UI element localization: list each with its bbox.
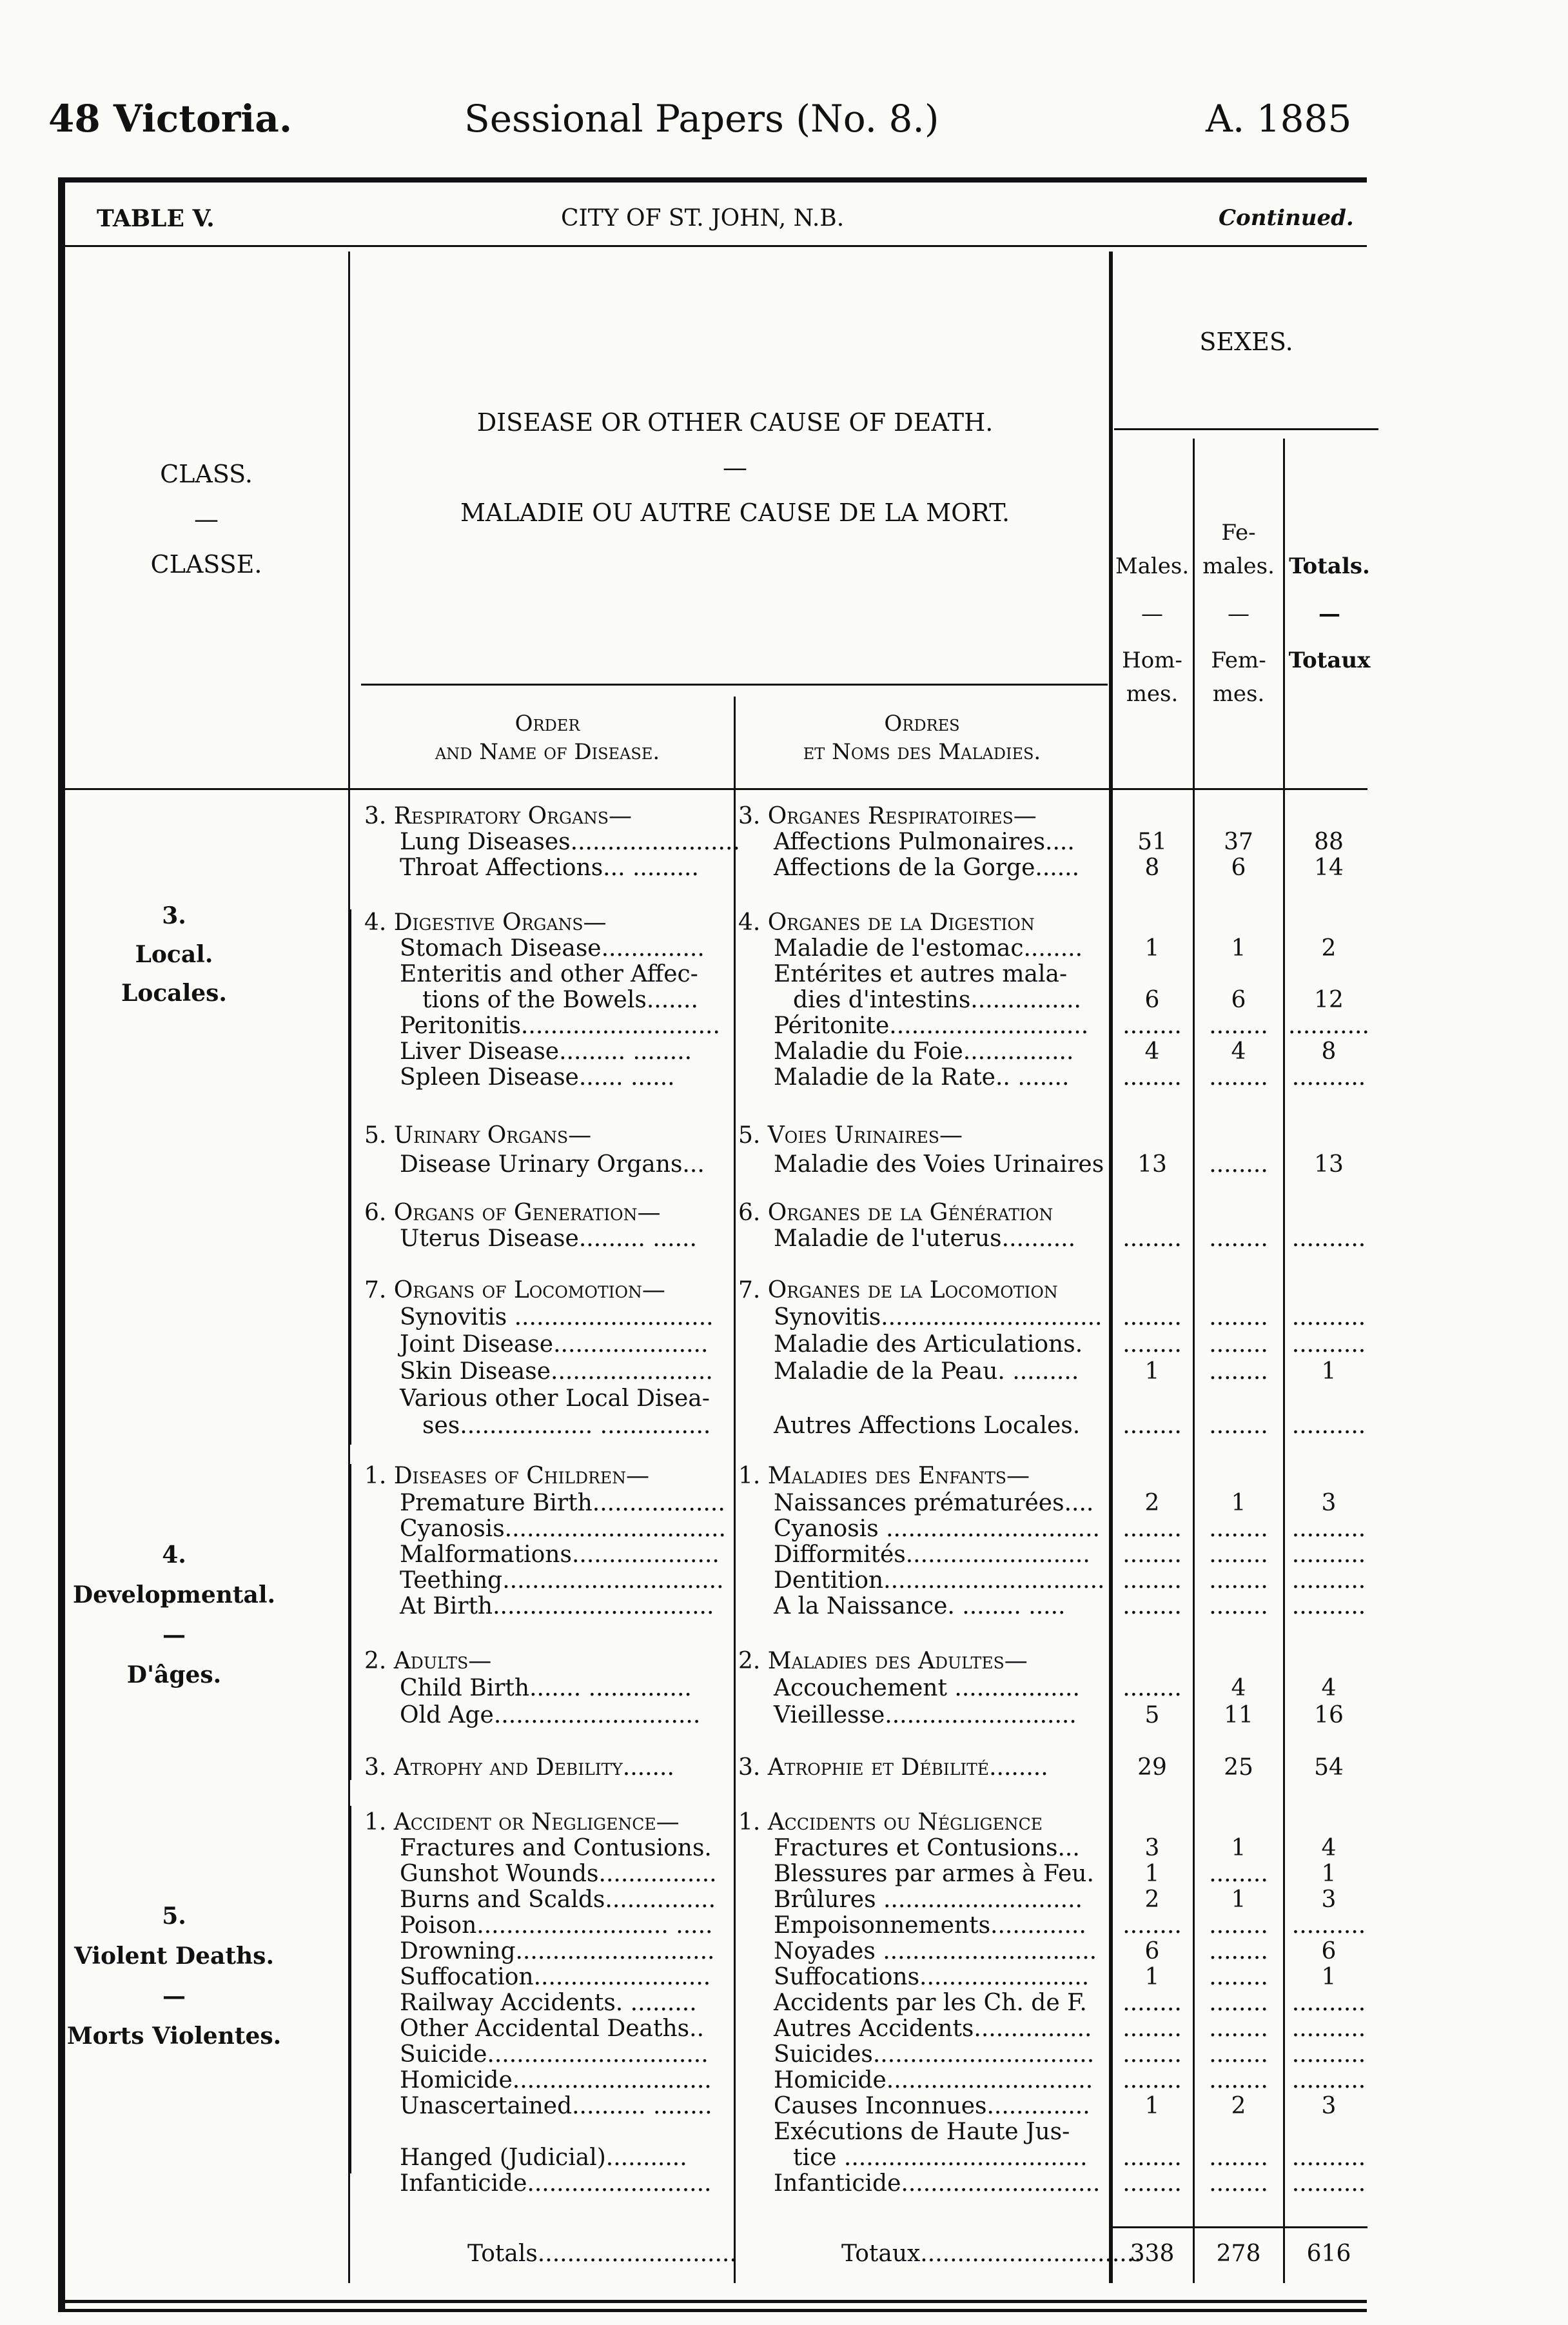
disease-en-6: tions of the Bowels.......: [422, 987, 698, 1013]
females-cell-39: ........: [1209, 2041, 1268, 2068]
disease-en-26: 2. Adults—: [364, 1648, 492, 1674]
disease-header-en: DISEASE OR OTHER CAUSE OF DEATH.: [476, 408, 994, 437]
disease-en-10: 5. Urinary Organs—: [364, 1122, 592, 1149]
disease-fr-3: 4. Organes de la Digestion: [738, 909, 1035, 936]
totals-cell-33: 3: [1321, 1886, 1337, 1913]
table-continued: Continued.: [1219, 205, 1354, 231]
totals-cell-11: 13: [1314, 1151, 1344, 1178]
disease-en-11: Disease Urinary Organs...: [400, 1151, 705, 1178]
local-brace: [349, 909, 351, 1445]
disease-header: [361, 400, 1109, 535]
class-developmental-dash: —: [162, 1621, 186, 1648]
disease-fr-27: Accouchement .................: [774, 1675, 1080, 1701]
disease-header-dash: —: [723, 453, 747, 482]
totals-cell-8: 8: [1321, 1038, 1337, 1065]
totals-cell-44: ..........: [1291, 2170, 1366, 2197]
order-en-header: [361, 709, 734, 766]
disease-en-5: Enteritis and other Affec-: [400, 961, 698, 987]
totals-cell-13: ..........: [1291, 1225, 1366, 1252]
disease-fr-36: Suffocations.......................: [774, 1964, 1090, 1990]
females-cell-21: 1: [1231, 1490, 1246, 1516]
disease-fr-15: Synovitis..............................: [774, 1304, 1102, 1331]
totals-header-dash: —: [1318, 601, 1340, 627]
males-cell-13: ........: [1122, 1225, 1182, 1252]
order-en-header-2: and Name of Disease.: [435, 739, 660, 765]
females-cell-32: ........: [1209, 1861, 1268, 1887]
disease-en-16: Joint Disease.....................: [400, 1331, 709, 1358]
males-cell-23: ........: [1122, 1541, 1182, 1568]
disease-fr-2: Affections de la Gorge......: [774, 855, 1080, 881]
males-cell-36: 1: [1144, 1964, 1160, 1990]
females-header-dash: —: [1228, 601, 1250, 627]
disease-fr-24: Dentition..............................: [774, 1567, 1105, 1594]
disease-en-2: Throat Affections... .........: [400, 855, 699, 881]
disease-fr-11: Maladie des Voies Urinaires: [774, 1151, 1104, 1178]
males-header-fr-1: Hom-: [1122, 648, 1182, 673]
disease-fr-10: 5. Voies Urinaires—: [738, 1122, 963, 1149]
males-cell-35: 6: [1144, 1938, 1160, 1964]
class-local-fr: Locales.: [121, 980, 227, 1007]
disease-fr-6: dies d'intestins...............: [793, 987, 1081, 1013]
females-cell-44: ........: [1209, 2170, 1268, 2197]
class-header-fr: CLASSE.: [150, 550, 262, 579]
totals-cell-40: ..........: [1291, 2067, 1366, 2093]
violent-brace: [349, 1806, 351, 2173]
females-cell-35: ........: [1209, 1938, 1268, 1964]
disease-en-23: Malformations....................: [400, 1541, 720, 1568]
order-header-rule: [361, 684, 1108, 686]
females-cell-23: ........: [1209, 1541, 1268, 1568]
disease-en-30: 1. Accident or Negligence—: [364, 1809, 680, 1835]
females-cell-6: 6: [1231, 987, 1246, 1013]
disease-fr-30: 1. Accidents ou Négligence: [738, 1809, 1043, 1835]
males-cell-25: ........: [1122, 1593, 1182, 1619]
class-developmental: [0, 1535, 348, 1695]
males-cell-8: 4: [1144, 1038, 1160, 1065]
totals-females: 278: [1216, 2241, 1261, 2267]
totals-cell-6: 12: [1314, 987, 1344, 1013]
totals-cell-4: 2: [1321, 935, 1337, 962]
totals-cell-23: ..........: [1291, 1541, 1366, 1568]
females-cell-9: ........: [1209, 1064, 1268, 1091]
females-header-fr-1: Fem-: [1211, 648, 1266, 673]
disease-fr-33: Brûlures ...........................: [774, 1886, 1083, 1913]
class-violent-dash: —: [162, 1983, 186, 2010]
males-cell-17: 1: [1144, 1358, 1160, 1385]
totals-cell-35: 6: [1321, 1938, 1337, 1964]
table-top-rule: [58, 177, 1367, 183]
disease-en-20: 1. Diseases of Children—: [364, 1463, 650, 1489]
males-cell-15: ........: [1122, 1304, 1182, 1331]
males-cell-6: 6: [1144, 987, 1160, 1013]
class-header: [64, 451, 348, 587]
totals-cell-15: ..........: [1291, 1304, 1366, 1331]
totals-cell-38: ..........: [1291, 2015, 1366, 2042]
table-bottom-rule: [58, 2300, 1367, 2303]
disease-en-1: Lung Diseases.......................: [400, 829, 740, 855]
totals-cell-32: 1: [1321, 1861, 1337, 1887]
males-header-fr-2: mes.: [1126, 681, 1179, 707]
disease-fr-12: 6. Organes de la Génération: [738, 1200, 1054, 1226]
developmental-brace: [349, 1464, 351, 1780]
totals-fr-label: Totaux..............................: [841, 2241, 1142, 2267]
disease-fr-32: Blessures par armes à Feu.: [774, 1861, 1094, 1887]
males-cell-24: ........: [1122, 1567, 1182, 1594]
class-header-dash: —: [194, 505, 219, 533]
disease-fr-29: 3. Atrophie et Débilité........: [738, 1754, 1048, 1781]
page-header-center: Sessional Papers (No. 8.): [464, 97, 939, 141]
males-cell-9: ........: [1122, 1064, 1182, 1091]
males-cell-1: 51: [1137, 829, 1167, 855]
females-cell-33: 1: [1231, 1886, 1246, 1913]
disease-en-35: Drowning...........................: [400, 1938, 715, 1964]
disease-fr-9: Maladie de la Rate.. .......: [774, 1064, 1070, 1091]
order-fr-header: [735, 709, 1109, 766]
males-cell-37: ........: [1122, 1990, 1182, 2016]
males-cell-32: 1: [1144, 1861, 1160, 1887]
class-developmental-num: 4.: [162, 1541, 186, 1568]
males-cell-41: 1: [1144, 2093, 1160, 2119]
males-cell-11: 13: [1137, 1151, 1167, 1178]
class-local-en: Local.: [135, 941, 213, 968]
females-cell-11: ........: [1209, 1151, 1268, 1178]
sexes-header: SEXES.: [1199, 328, 1293, 356]
males-cell-34: ........: [1122, 1912, 1182, 1939]
males-cell-33: 2: [1144, 1886, 1160, 1913]
disease-en-37: Railway Accidents. .........: [400, 1990, 697, 2016]
table-subheader-rule: [58, 245, 1367, 247]
disease-en-3: 4. Digestive Organs—: [364, 909, 607, 936]
disease-fr-13: Maladie de l'uterus..........: [774, 1225, 1076, 1252]
females-header-en-2: males.: [1202, 553, 1275, 579]
males-cell-21: 2: [1144, 1490, 1160, 1516]
females-cell-36: ........: [1209, 1964, 1268, 1990]
class-violent-en: Violent Deaths.: [74, 1943, 274, 1970]
males-header-en: Males.: [1115, 553, 1190, 579]
disease-fr-40: Homicide............................: [774, 2067, 1093, 2093]
disease-fr-21: Naissances prématurées....: [774, 1490, 1094, 1516]
disease-en-33: Burns and Scalds...............: [400, 1886, 716, 1913]
totals-cell-28: 16: [1314, 1702, 1344, 1728]
females-cell-40: ........: [1209, 2067, 1268, 2093]
disease-en-24: Teething..............................: [400, 1567, 724, 1594]
males-cell-31: 3: [1144, 1835, 1160, 1861]
totals-header: [1284, 516, 1375, 677]
females-totals-rule: [1283, 439, 1285, 2283]
males-cell-29: 29: [1137, 1754, 1167, 1781]
disease-fr-14: 7. Organes de la Locomotion: [738, 1277, 1058, 1303]
totals-cell-29: 54: [1314, 1754, 1344, 1781]
disease-en-25: At Birth..............................: [400, 1593, 714, 1619]
disease-fr-4: Maladie de l'estomac........: [774, 935, 1083, 962]
disease-fr-41: Causes Inconnues..............: [774, 2093, 1090, 2119]
disease-header-fr: MALADIE OU AUTRE CAUSE DE LA MORT.: [460, 499, 1010, 527]
disease-fr-17: Maladie de la Peau. .........: [774, 1358, 1079, 1385]
totals-cell-24: ..........: [1291, 1567, 1366, 1594]
page-header-left: 48 Victoria.: [48, 97, 293, 141]
females-cell-1: 37: [1224, 829, 1253, 855]
disease-fr-39: Suicides..............................: [774, 2041, 1095, 2068]
females-cell-17: ........: [1209, 1358, 1268, 1385]
table-city: CITY OF ST. JOHN, N.B.: [561, 205, 845, 232]
disease-fr-35: Noyades .............................: [774, 1938, 1097, 1964]
order-fr-header-1: Ordres: [884, 711, 960, 737]
females-cell-38: ........: [1209, 2015, 1268, 2042]
disease-en-38: Other Accidental Deaths..: [400, 2015, 705, 2042]
females-cell-31: 1: [1231, 1835, 1246, 1861]
disease-en-34: Poison.......................... .....: [400, 1912, 713, 1939]
totals-cell-43: ..........: [1291, 2144, 1366, 2171]
disease-fr-25: A la Naissance. ........ .....: [774, 1593, 1066, 1619]
disease-fr-44: Infanticide...........................: [774, 2170, 1101, 2197]
sexes-underline: [1114, 428, 1378, 430]
totals-cell-41: 3: [1321, 2093, 1337, 2119]
females-cell-8: 4: [1231, 1038, 1246, 1065]
males-cell-4: 1: [1144, 935, 1160, 962]
males-cell-16: ........: [1122, 1331, 1182, 1358]
disease-en-7: Peritonitis...........................: [400, 1013, 720, 1039]
disease-fr-37: Accidents par les Ch. de F.: [774, 1990, 1087, 2016]
disease-fr-8: Maladie du Foie...............: [774, 1038, 1074, 1065]
females-cell-28: 11: [1224, 1702, 1253, 1728]
disease-en-0: 3. Respiratory Organs—: [364, 803, 632, 829]
females-header: [1194, 516, 1283, 711]
males-cell-38: ........: [1122, 2015, 1182, 2042]
females-cell-7: ........: [1209, 1013, 1268, 1039]
females-cell-24: ........: [1209, 1567, 1268, 1594]
class-header-en: CLASS.: [160, 460, 253, 488]
totals-cell-39: ..........: [1291, 2041, 1366, 2068]
totals-cell-25: ..........: [1291, 1593, 1366, 1619]
males-cell-43: ........: [1122, 2144, 1182, 2171]
females-cell-2: 6: [1231, 855, 1246, 881]
disease-fr-0: 3. Organes Respiratoires—: [738, 803, 1037, 829]
disease-en-29: 3. Atrophy and Debility.......: [364, 1754, 674, 1781]
totals-header-en: Totals.: [1289, 553, 1370, 579]
order-en-header-1: Order: [514, 711, 580, 737]
females-header-fr-2: mes.: [1212, 681, 1265, 707]
males-cell-44: ........: [1122, 2170, 1182, 2197]
females-cell-41: 2: [1231, 2093, 1246, 2119]
table-bottom-rule-2: [58, 2309, 1367, 2312]
males-cell-27: ........: [1122, 1675, 1182, 1701]
females-cell-19: ........: [1209, 1412, 1268, 1439]
females-cell-15: ........: [1209, 1304, 1268, 1331]
totals-cell-16: ..........: [1291, 1331, 1366, 1358]
class-local-num: 3.: [162, 902, 186, 929]
disease-en-36: Suffocation........................: [400, 1964, 711, 1990]
disease-en-22: Cyanosis..............................: [400, 1516, 726, 1542]
totals-cell-22: ..........: [1291, 1516, 1366, 1542]
class-local: [0, 896, 348, 1013]
disease-fr-34: Empoisonnements.............: [774, 1912, 1086, 1939]
totals-cell-34: ..........: [1291, 1912, 1366, 1939]
disease-fr-16: Maladie des Articulations.: [774, 1331, 1083, 1358]
disease-en-40: Homicide...........................: [400, 2067, 712, 2093]
totals-cell-37: ..........: [1291, 1990, 1366, 2016]
totals-cell-1: 88: [1314, 829, 1344, 855]
disease-fr-20: 1. Maladies des Enfants—: [738, 1463, 1030, 1489]
disease-fr-23: Difformités.........................: [774, 1541, 1090, 1568]
class-violent: [0, 1896, 348, 2056]
class-developmental-fr: D'âges.: [126, 1661, 222, 1688]
disease-en-18: Various other Local Disea-: [400, 1385, 710, 1412]
males-header-dash: —: [1141, 601, 1163, 627]
class-violent-num: 5.: [162, 1903, 186, 1930]
disease-en-4: Stomach Disease..............: [400, 935, 705, 962]
totals-header-fr: Totaux: [1288, 648, 1371, 673]
males-cell-40: ........: [1122, 2067, 1182, 2093]
females-cell-43: ........: [1209, 2144, 1268, 2171]
disease-en-8: Liver Disease......... ........: [400, 1038, 692, 1065]
males-cell-28: 5: [1144, 1702, 1160, 1728]
males-cell-39: ........: [1122, 2041, 1182, 2068]
class-developmental-en: Developmental.: [72, 1581, 276, 1608]
disease-fr-19: Autres Affections Locales.: [774, 1412, 1081, 1439]
totals-cell-2: 14: [1314, 855, 1344, 881]
females-cell-34: ........: [1209, 1912, 1268, 1939]
females-cell-27: 4: [1231, 1675, 1246, 1701]
totals-cell-36: 1: [1321, 1964, 1337, 1990]
disease-fr-26: 2. Maladies des Adultes—: [738, 1648, 1028, 1674]
table-label: TABLE V.: [97, 205, 215, 232]
totals-cell-17: 1: [1321, 1358, 1337, 1385]
totals-cell-31: 4: [1321, 1835, 1337, 1861]
disease-en-21: Premature Birth..................: [400, 1490, 725, 1516]
order-fr-header-2: et Noms des Maladies.: [803, 739, 1041, 765]
disease-fr-1: Affections Pulmonaires....: [774, 829, 1075, 855]
females-cell-29: 25: [1224, 1754, 1253, 1781]
disease-fr-22: Cyanosis .............................: [774, 1516, 1100, 1542]
disease-en-9: Spleen Disease...... ......: [400, 1064, 675, 1091]
order-split-rule: [734, 697, 736, 2283]
disease-en-17: Skin Disease......................: [400, 1358, 713, 1385]
females-cell-16: ........: [1209, 1331, 1268, 1358]
totals-en-label: Totals...........................: [467, 2241, 737, 2267]
totals-cell-19: ..........: [1291, 1412, 1366, 1439]
disease-fr-28: Vieillesse..........................: [774, 1702, 1077, 1728]
males-cell-7: ........: [1122, 1013, 1182, 1039]
males-cell-2: 8: [1144, 855, 1160, 881]
disease-en-28: Old Age............................: [400, 1702, 701, 1728]
page-header-right: A. 1885: [1206, 97, 1352, 141]
disease-en-14: 7. Organs of Locomotion—: [364, 1277, 665, 1303]
females-cell-4: 1: [1231, 935, 1246, 962]
class-violent-fr: Morts Violentes.: [66, 2023, 282, 2050]
totals-cell-9: ..........: [1291, 1064, 1366, 1091]
disease-en-27: Child Birth....... ..............: [400, 1675, 692, 1701]
disease-en-19: ses.................. ...............: [422, 1412, 711, 1439]
disease-fr-38: Autres Accidents................: [774, 2015, 1092, 2042]
totals-rule: [1113, 2226, 1367, 2228]
totals-cell-27: 4: [1321, 1675, 1337, 1701]
totals-total: 616: [1306, 2241, 1351, 2267]
disease-en-44: Infanticide.........................: [400, 2170, 712, 2197]
disease-fr-5: Entérites et autres mala-: [774, 961, 1068, 987]
disease-fr-42: Exécutions de Haute Jus-: [774, 2119, 1070, 2145]
column-header-bottom-rule: [65, 788, 1367, 790]
females-cell-13: ........: [1209, 1225, 1268, 1252]
totals-cell-7: ...........: [1288, 1013, 1369, 1039]
disease-en-31: Fractures and Contusions.: [400, 1835, 712, 1861]
disease-en-39: Suicide..............................: [400, 2041, 709, 2068]
females-cell-37: ........: [1209, 1990, 1268, 2016]
disease-fr-43: tice .................................: [793, 2144, 1088, 2171]
males-cell-22: ........: [1122, 1516, 1182, 1542]
totals-cell-21: 3: [1321, 1490, 1337, 1516]
disease-en-13: Uterus Disease......... ......: [400, 1225, 697, 1252]
males-cell-19: ........: [1122, 1412, 1182, 1439]
females-header-en-1: Fe-: [1221, 520, 1256, 546]
males-header: [1110, 516, 1194, 711]
disease-fr-31: Fractures et Contusions...: [774, 1835, 1080, 1861]
females-cell-22: ........: [1209, 1516, 1268, 1542]
females-cell-25: ........: [1209, 1593, 1268, 1619]
disease-en-15: Synovitis ...........................: [400, 1304, 714, 1331]
disease-en-32: Gunshot Wounds................: [400, 1861, 717, 1887]
disease-en-12: 6. Organs of Generation—: [364, 1200, 661, 1226]
disease-en-41: Unascertained.......... ........: [400, 2093, 712, 2119]
totals-males: 338: [1130, 2241, 1175, 2267]
disease-en-43: Hanged (Judicial)...........: [400, 2144, 687, 2171]
disease-fr-7: Péritonite...........................: [774, 1013, 1089, 1039]
